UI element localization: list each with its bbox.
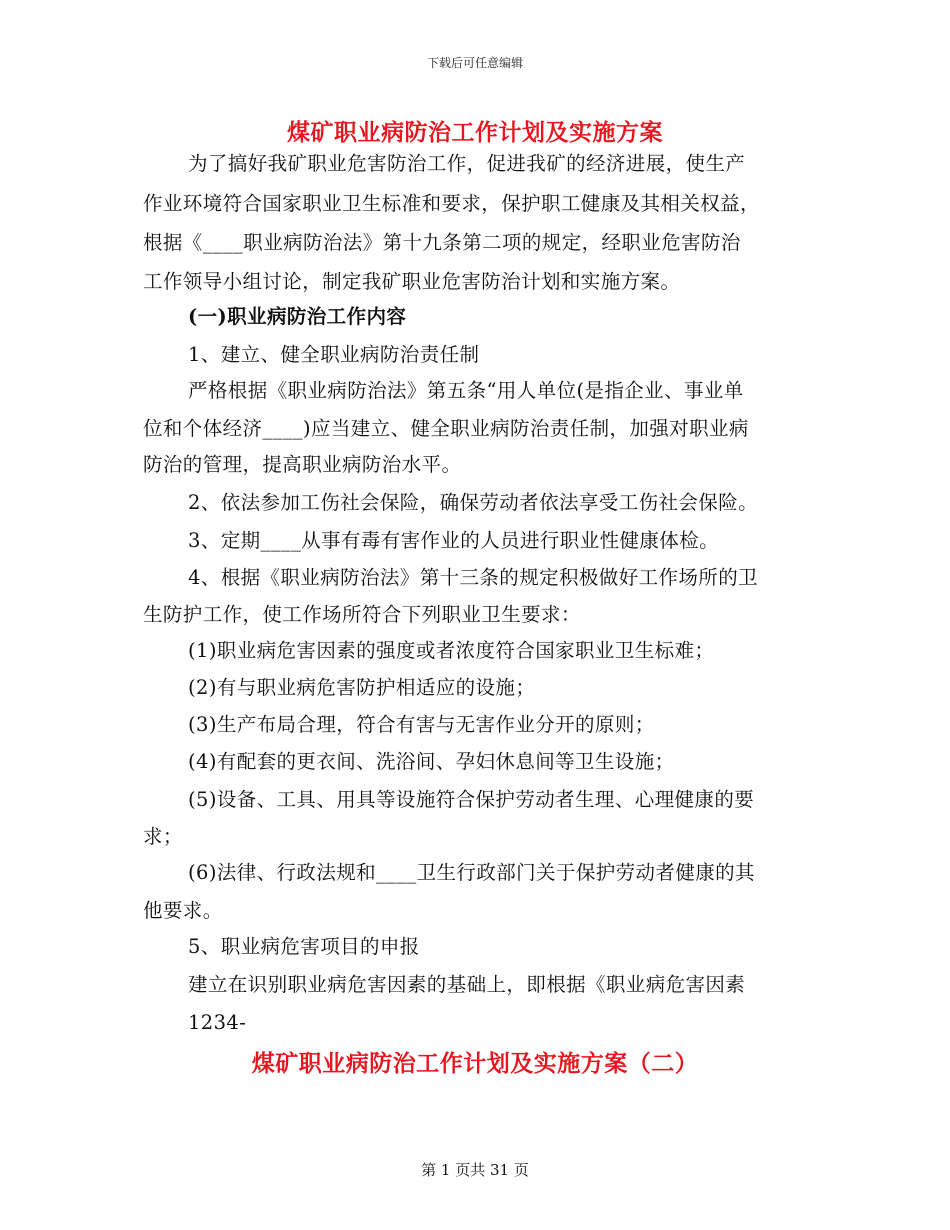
paragraph-line: 生防护工作，使工作场所符合下列职业卫生要求： <box>143 603 581 626</box>
page-footer: 第 1 页共 31 页 <box>421 1161 529 1179</box>
paragraph-line: 防治的管理，提高职业病防治水平。 <box>143 453 462 476</box>
paragraph-line: 1234- <box>188 1011 247 1034</box>
list-item-continuation: 求； <box>143 825 183 848</box>
paragraph-line: 为了搞好我矿职业危害防治工作，促进我矿的经济进展，使生产 <box>188 152 746 175</box>
document-title: 煤矿职业病防治工作计划及实施方案 <box>287 120 663 146</box>
paragraph-line: 1、建立、健全职业病防治责任制 <box>188 343 480 366</box>
paragraph-line: 建立在识别职业病危害因素的基础上，即根据《职业病危害因素 <box>188 973 746 996</box>
list-item: (1)职业病危害因素的强度或者浓度符合国家职业卫生标难； <box>188 639 715 662</box>
paragraph-line: 5、职业病危害项目的申报 <box>188 935 420 958</box>
list-item: (2)有与职业病危害防护相适应的设施； <box>188 676 536 699</box>
header-note: 下载后可任意编辑 <box>426 56 523 70</box>
list-item-continuation: 他要求。 <box>143 899 223 922</box>
paragraph-line: 位和个体经济____)应当建立、健全职业病防治责任制，加强对职业病 <box>143 417 749 440</box>
paragraph-line: 2、依法参加工伤社会保险，确保劳动者依法享受工伤社会保险。 <box>188 491 759 514</box>
document-title-continued: 煤矿职业病防治工作计划及实施方案（二） <box>251 1051 699 1077</box>
section-heading: (一)职业病防治工作内容 <box>188 305 407 328</box>
paragraph-line: 作业环境符合国家职业卫生标准和要求，保护职工健康及其相关权益， <box>143 192 760 215</box>
list-item: (6)法律、行政法规和____卫生行政部门关于保护劳动者健康的其 <box>188 861 755 884</box>
list-item: (5)设备、工具、用具等设施符合保护劳动者生理、心理健康的要 <box>188 788 755 811</box>
paragraph-line: 4、根据《职业病防治法》第十三条的规定积极做好工作场所的卫 <box>188 566 759 589</box>
paragraph-line: 严格根据《职业病防治法》第五条“用人单位(是指企业、事业单 <box>188 379 744 402</box>
list-item: (4)有配套的更衣间、洗浴间、孕妇休息间等卫生设施； <box>188 750 675 773</box>
paragraph-line: 根据《____职业病防治法》第十九条第二项的规定，经职业危害防治 <box>143 231 741 254</box>
paragraph-line: 3、定期____从事有毒有害作业的人员进行职业性健康体检。 <box>188 529 720 552</box>
list-item: (3)生产布局合理，符合有害与无害作业分开的原则； <box>188 713 655 736</box>
paragraph-line: 工作领导小组讨论，制定我矿职业危害防治计划和实施方案。 <box>143 270 681 293</box>
